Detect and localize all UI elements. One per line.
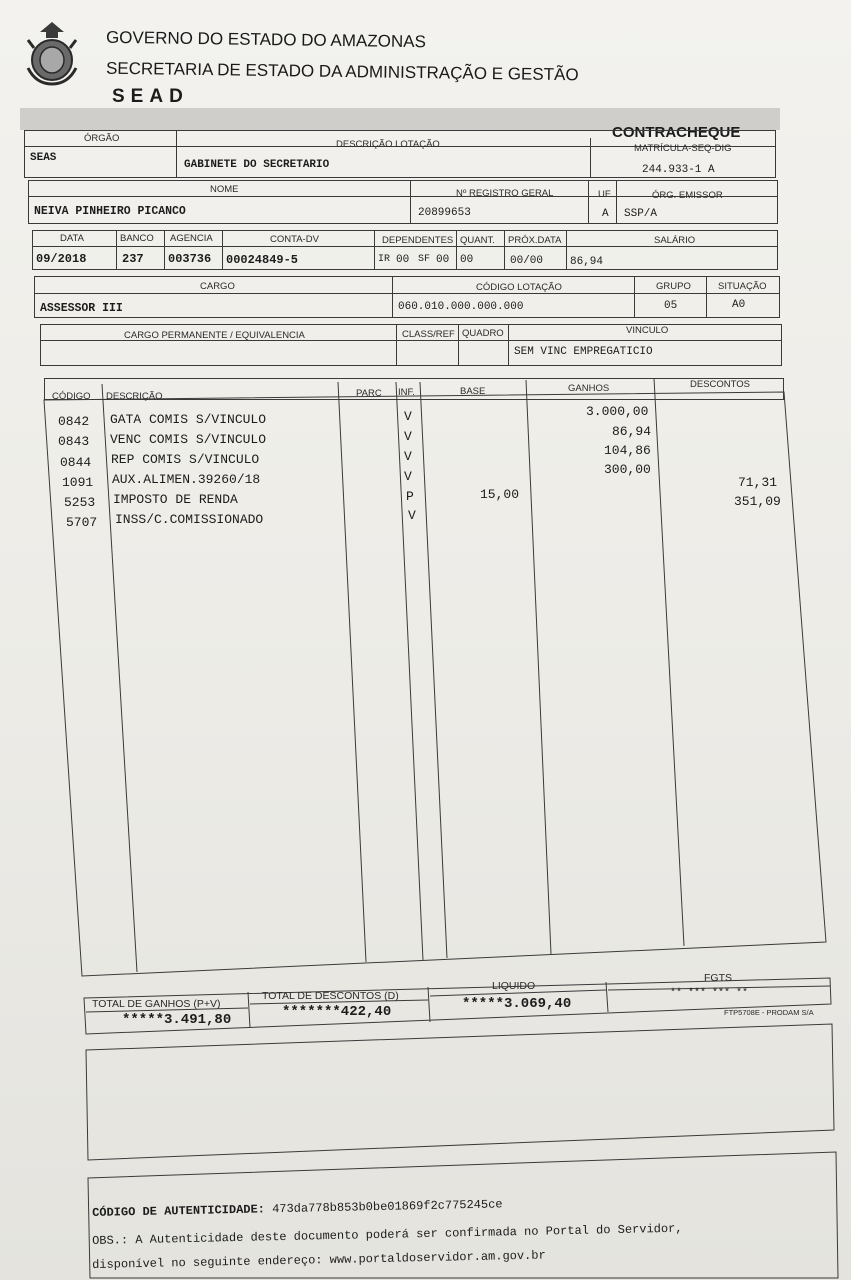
dependentes-sf-value: 00 — [436, 254, 450, 266]
prox-data-value: 00/00 — [510, 255, 544, 267]
banco-value: 237 — [122, 252, 144, 266]
auth-code-value: 473da778b853b0be01869f2c775245ce — [271, 1197, 503, 1217]
auth-code-label: CÓDIGO DE AUTENTICIDADE: — [92, 1202, 266, 1220]
item-descricao: GATA COMIS S/VINCULO — [110, 412, 267, 427]
item-inf: V — [408, 508, 416, 523]
matricula-value: 244.933-1 A — [642, 164, 715, 176]
item-descricao: REP COMIS S/VINCULO — [111, 452, 260, 467]
liquido-label: LIQUIDO — [492, 980, 536, 992]
item-ganhos: 86,94 — [612, 424, 652, 439]
uf-label: UF — [598, 189, 611, 200]
dependentes-ir-value: 00 — [396, 254, 410, 266]
dependentes-label: DEPENDENTES — [382, 235, 454, 246]
orgao-label: ÓRGÃO — [84, 133, 120, 144]
org-emissor-label: ÓRG. EMISSOR — [652, 190, 723, 201]
fgts-label: FGTS — [704, 972, 732, 984]
item-descontos: 351,09 — [734, 494, 781, 509]
prox-data-label: PRÓX.DATA — [508, 235, 562, 246]
nome-label: NOME — [210, 184, 239, 195]
situacao-value: A0 — [732, 299, 746, 311]
situacao-label: SITUAÇÃO — [718, 281, 767, 292]
item-descricao: AUX.ALIMEN.39260/18 — [112, 472, 261, 487]
item-base: 15,00 — [480, 487, 520, 502]
registro-geral-value: 20899653 — [418, 207, 471, 219]
codigo-col-header: CÓDIGO — [52, 391, 91, 402]
inf-col-header: INF. — [398, 387, 415, 398]
banco-label: BANCO — [120, 233, 154, 244]
parc-col-header: PARC — [356, 388, 382, 399]
conta-value: 00024849-5 — [226, 253, 299, 267]
fgts-value: ** *** *** ** — [670, 988, 749, 999]
grupo-value: 05 — [664, 300, 678, 312]
codigo-lotacao-label: CÓDIGO LOTAÇÃO — [476, 282, 562, 293]
base-col-header: BASE — [460, 386, 486, 397]
vinculo-value: SEM VINC EMPREGATICIO — [514, 346, 653, 358]
item-inf: P — [406, 489, 414, 504]
grupo-label: GRUPO — [656, 281, 691, 292]
item-ganhos: 300,00 — [604, 462, 651, 477]
org-emissor-value: SSP/A — [624, 208, 658, 220]
obs-line-1: OBS.: A Autenticidade deste documento poderá ser confirmada no Portal do Servidor, — [92, 1221, 683, 1248]
agencia-value: 003736 — [168, 252, 212, 266]
dependentes-sf-label: SF — [418, 254, 431, 265]
sead-acronym: SEAD — [112, 86, 189, 107]
quadro-label: QUADRO — [462, 328, 504, 339]
item-codigo: 0843 — [58, 434, 90, 449]
liquido-value: *****3.069,40 — [462, 996, 572, 1012]
orgao-value: SEAS — [30, 152, 57, 164]
item-inf: V — [404, 409, 412, 424]
item-descontos: 71,31 — [738, 475, 778, 490]
obs-line-2: disponível no seguinte endereço: www.portaldoservidor.am.gov.br — [92, 1248, 546, 1272]
item-codigo: 5253 — [64, 495, 96, 510]
total-descontos-label: TOTAL DE DESCONTOS (D) — [262, 990, 399, 1002]
quant-label: QUANT. — [460, 235, 495, 246]
descricao-lotacao-value: GABINETE DO SECRETARIO — [184, 159, 330, 171]
item-inf: V — [404, 429, 412, 444]
conta-label: CONTA-DV — [270, 234, 319, 245]
total-ganhos-value: *****3.491,80 — [122, 1012, 232, 1028]
document-title: CONTRACHEQUE — [612, 124, 741, 141]
matricula-label: MATRÍCULA-SEQ-DIG — [634, 143, 732, 154]
dependentes-ir-label: IR — [378, 254, 391, 265]
total-descontos-value: *******422,40 — [282, 1004, 392, 1020]
government-name: GOVERNO DO ESTADO DO AMAZONAS — [105, 27, 427, 52]
secretariat-name: SECRETARIA DE ESTADO DA ADMINISTRAÇÃO E GESTÃO — [105, 58, 579, 85]
salario-label: SALÁRIO — [654, 235, 696, 246]
item-ganhos: 104,86 — [604, 443, 651, 458]
total-ganhos-label: TOTAL DE GANHOS (P+V) — [92, 998, 221, 1010]
codigo-lotacao-value: 060.010.000.000.000 — [398, 301, 524, 313]
data-value: 09/2018 — [36, 252, 87, 266]
nome-value: NEIVA PINHEIRO PICANCO — [34, 205, 186, 218]
class-ref-label: CLASS/REF — [402, 329, 455, 340]
uf-value: A — [602, 208, 609, 220]
quant-value: 00 — [460, 254, 474, 266]
item-inf: V — [404, 469, 412, 484]
item-codigo: 0844 — [60, 455, 92, 470]
vinculo-label: VINCULO — [626, 325, 669, 336]
cargo-label: CARGO — [200, 281, 235, 292]
descricao-lotacao-label: DESCRIÇÃO LOTAÇÃO — [336, 139, 440, 150]
descricao-col-header: DESCRIÇÃO — [106, 391, 163, 402]
data-label: DATA — [60, 233, 84, 244]
item-descricao: IMPOSTO DE RENDA — [113, 492, 238, 507]
item-codigo: 0842 — [58, 414, 90, 429]
salario-value: 86,94 — [570, 256, 604, 268]
registro-geral-label: Nº REGISTRO GERAL — [456, 188, 554, 199]
cargo-value: ASSESSOR III — [40, 302, 123, 315]
agencia-label: AGENCIA — [170, 233, 213, 244]
item-inf: V — [404, 449, 412, 464]
item-codigo: 1091 — [62, 475, 94, 490]
ganhos-col-header: GANHOS — [568, 383, 610, 394]
item-ganhos: 3.000,00 — [586, 404, 649, 419]
item-descricao: INSS/C.COMISSIONADO — [115, 512, 264, 527]
descontos-col-header: DESCONTOS — [690, 379, 751, 390]
item-descricao: VENC COMIS S/VINCULO — [110, 432, 267, 447]
item-codigo: 5707 — [66, 515, 98, 530]
prodam-footer-code: FTP5708E - PRODAM S/A — [724, 1008, 814, 1017]
cargo-permanente-label: CARGO PERMANENTE / EQUIVALENCIA — [124, 330, 305, 341]
